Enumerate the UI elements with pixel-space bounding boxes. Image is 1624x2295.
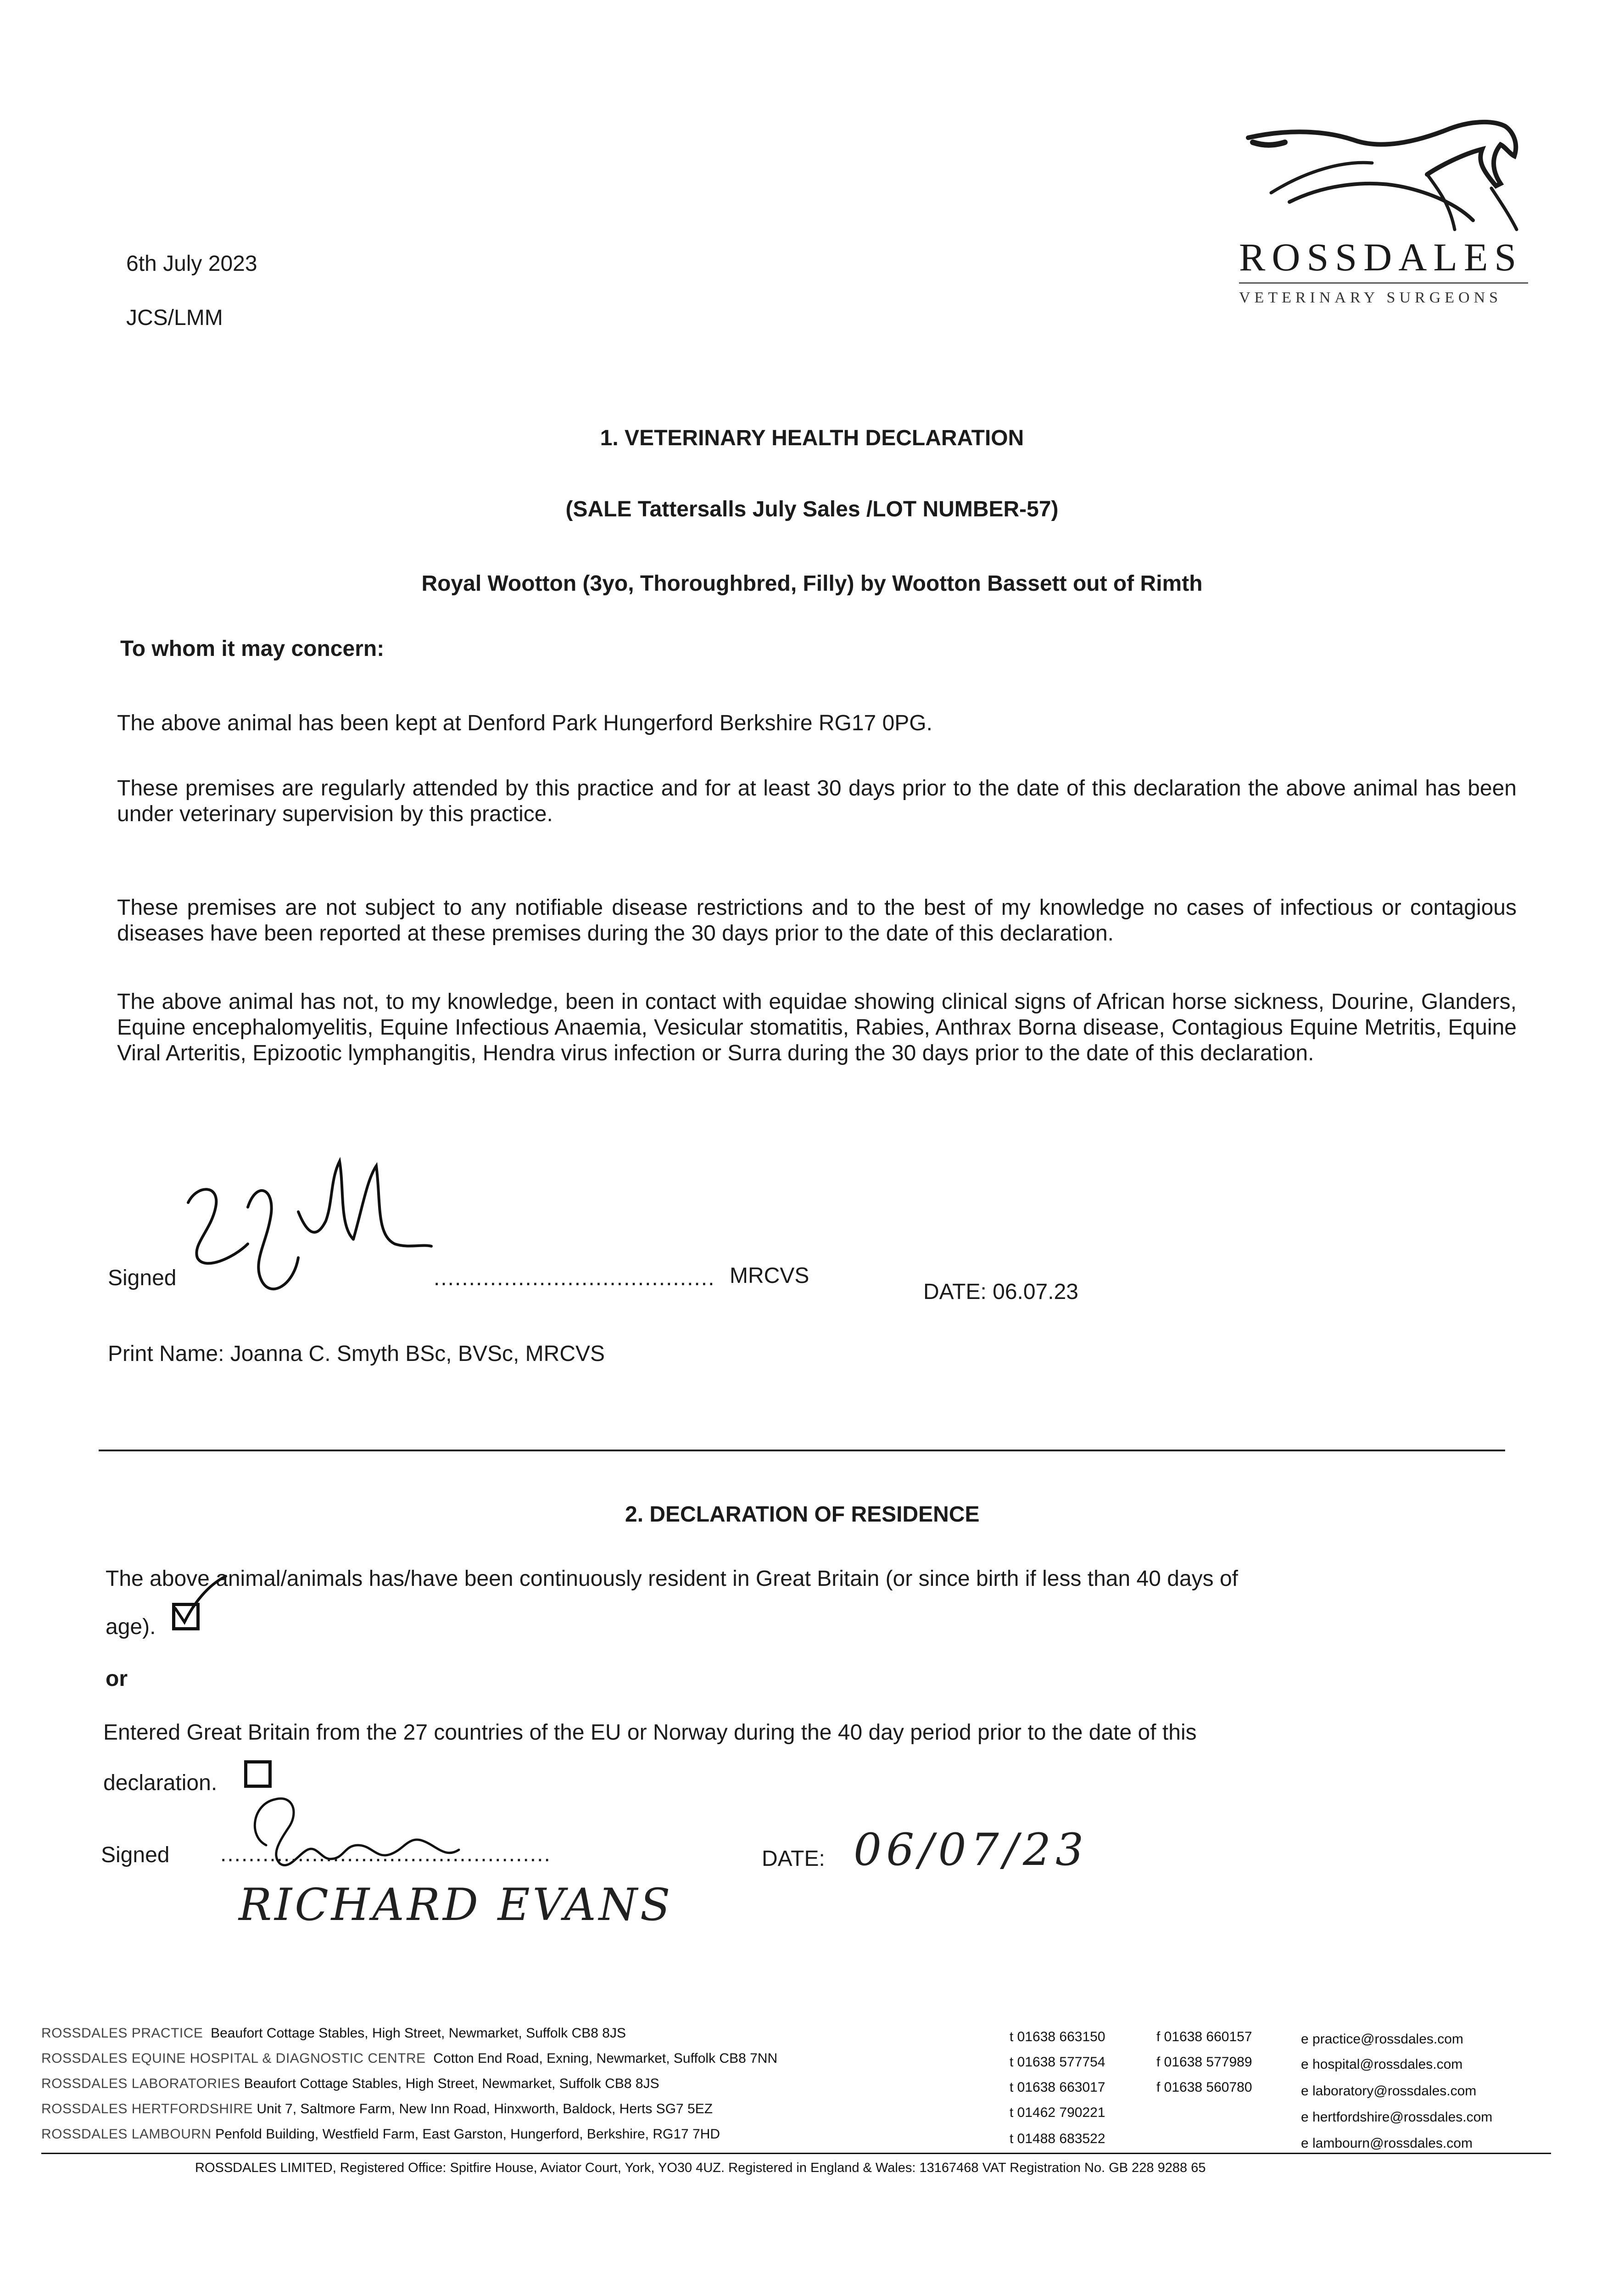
horse-description: Royal Wootton (3yo, Thoroughbred, Filly) by Wootton Bassett out of Rimth	[421, 571, 1203, 596]
footer-tel: t 01638 663150	[1010, 2029, 1105, 2044]
residence-checkbox-1[interactable]	[172, 1603, 200, 1630]
footer-email: e practice@rossdales.com	[1301, 2032, 1463, 2047]
print-name: Print Name: Joanna C. Smyth BSc, BVSc, MRCVS	[108, 1342, 605, 1366]
logo-tagline: VETERINARY SURGEONS	[1239, 289, 1502, 306]
salutation: To whom it may concern:	[120, 637, 385, 661]
or-label: or	[106, 1667, 128, 1691]
residence-option-2: Entered Great Britain from the 27 countries of the EU or Norway during the 40 day period prior to the date of this	[103, 1720, 1197, 1745]
footer-fax: f 01638 577989	[1156, 2054, 1252, 2070]
footer-row: ROSSDALES HERTFORDSHIRE Unit 7, Saltmore Farm, New Inn Road, Hinxworth, Baldock, Herts SG7 5EZ	[41, 2101, 713, 2116]
mrcvs-label: MRCVS	[730, 1264, 809, 1288]
section-divider	[99, 1450, 1505, 1451]
footer-tel: t 01462 790221	[1010, 2105, 1105, 2120]
footer-tel: t 01638 577754	[1010, 2054, 1105, 2070]
declaration-date-1: DATE: 06.07.23	[923, 1280, 1078, 1304]
para-premises: The above animal has been kept at Denford Park Hungerford Berkshire RG17 0PG.	[117, 711, 932, 735]
signature-line-2: ...............................................	[220, 1842, 551, 1866]
horse-logo-icon	[1234, 110, 1528, 248]
para-contact: The above animal has not, to my knowledge, been in contact with equidae showing clinical signs of African horse sickness, Dourine, Glanders, Equine encephalomyelitis, Equine Infectious Anaemia, Vesicular stomatitis, Rabies, Anthrax Borna disease, Contagious Equine Metritis, Equine Viral Arteritis, Epizootic lymphangitis, Hendra virus infection or Surra during the 30 days prior to the date of this declaration.	[117, 990, 1517, 1065]
registered-office: ROSSDALES LIMITED, Registered Office: Spitfire House, Aviator Court, York, YO30 4UZ. Registered in England & Wales: 13167468 VAT Registration No. GB 228 9288 65	[195, 2161, 1206, 2175]
footer-tel: t 01638 663017	[1010, 2080, 1105, 2095]
footer-divider	[41, 2153, 1551, 2154]
footer-row: ROSSDALES LABORATORIES Beaufort Cottage Stables, High Street, Newmarket, Suffolk CB8 8JS	[41, 2076, 659, 2091]
letter-date: 6th July 2023	[126, 252, 257, 276]
signature-line-1: ........................................	[434, 1266, 715, 1290]
rossdales-logo	[1234, 110, 1528, 330]
footer-tel: t 01488 683522	[1010, 2131, 1105, 2146]
residence-option-1: The above animal/animals has/have been continuously resident in Great Britain (or since birth if less than 40 days of	[106, 1567, 1239, 1591]
footer-row: ROSSDALES EQUINE HOSPITAL & DIAGNOSTIC CENTRE Cotton End Road, Exning, Newmarket, Suffolk CB8 7NN	[41, 2051, 778, 2066]
footer-row: ROSSDALES PRACTICE Beaufort Cottage Stables, High Street, Newmarket, Suffolk CB8 8JS	[41, 2026, 626, 2041]
sale-lot-line: (SALE Tattersalls July Sales /LOT NUMBER-57)	[565, 497, 1059, 521]
residence-option-2-end: declaration.	[103, 1771, 218, 1795]
footer-fax: f 01638 660157	[1156, 2029, 1252, 2044]
residence-option-1-end: age).	[106, 1615, 156, 1639]
handwritten-name: RICHARD EVANS	[239, 1879, 673, 1931]
residence-checkbox-2[interactable]	[244, 1760, 272, 1788]
logo-wordmark: ROSSDALES	[1239, 235, 1523, 279]
footer-row: ROSSDALES LAMBOURN Penfold Building, Westfield Farm, East Garston, Hungerford, Berkshire, RG17 7HD	[41, 2127, 720, 2142]
signed-label-1: Signed	[108, 1266, 177, 1290]
signed-label-2: Signed	[101, 1843, 170, 1867]
para-restrictions: These premises are not subject to any notifiable disease restrictions and to the best of my knowledge no cases of infectious or contagious diseases have been reported at these premises during the 30 days prior to the date of this declaration.	[117, 896, 1517, 946]
vet-signature-image	[179, 1152, 436, 1304]
footer-email: e hospital@rossdales.com	[1301, 2057, 1463, 2072]
section2-heading: 2. DECLARATION OF RESIDENCE	[625, 1502, 980, 1527]
section1-heading: 1. VETERINARY HEALTH DECLARATION	[600, 426, 1024, 450]
declaration-date-2-label: DATE:	[762, 1847, 825, 1871]
logo-divider	[1239, 282, 1528, 284]
footer-email: e laboratory@rossdales.com	[1301, 2083, 1477, 2099]
check-mark-icon	[171, 1572, 226, 1627]
footer-fax: f 01638 560780	[1156, 2080, 1252, 2095]
reference-code: JCS/LMM	[126, 306, 223, 330]
handwritten-date: 06/07/23	[854, 1824, 1088, 1875]
footer-email: e lambourn@rossdales.com	[1301, 2136, 1473, 2151]
para-supervision: These premises are regularly attended by this practice and for at least 30 days prior to the date of this declaration the above animal has been under veterinary supervision by this practice.	[117, 776, 1517, 826]
footer-email: e hertfordshire@rossdales.com	[1301, 2110, 1493, 2125]
